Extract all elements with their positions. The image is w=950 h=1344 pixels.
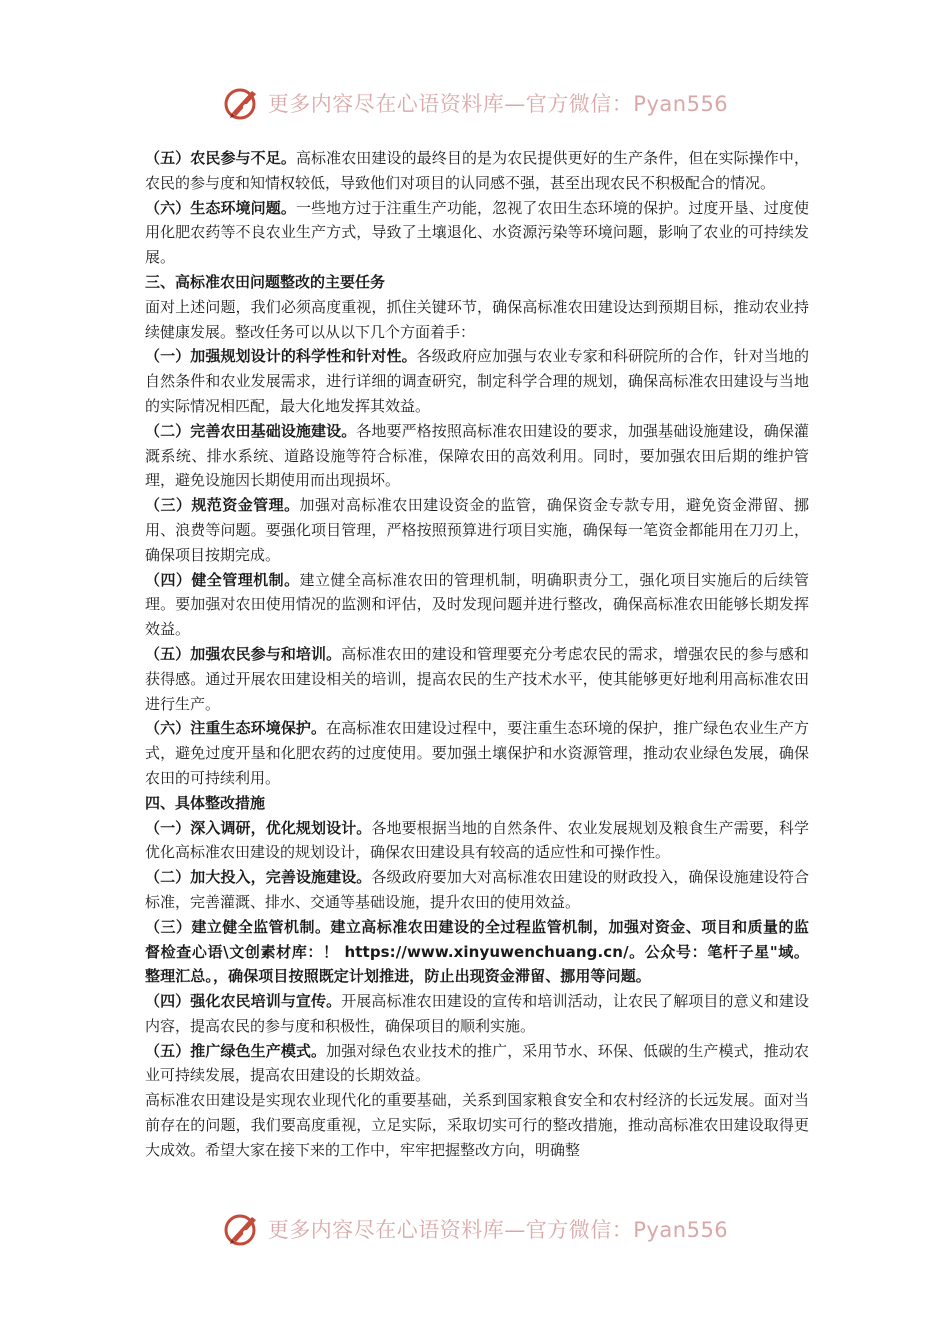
pen-logo-icon <box>222 1209 262 1249</box>
paragraph-text: 在高标准农田建设过程中，要注重生态环境的保护，推广绿色农业生产方式，避免过度开垦和化肥农药的过度使用。要加强土壤保护和水资源管理，推动农业绿色发展，确保农田的可持续利用。 <box>145 719 809 787</box>
paragraph <box>145 989 809 1039</box>
watermark-text: 更多内容尽在心语资料库—官方微信：Pyan556 <box>267 92 729 116</box>
pen-logo-icon <box>222 83 262 123</box>
paragraph-label: （五）加强农民参与和培训。 <box>145 644 342 663</box>
paragraph <box>145 816 809 866</box>
paragraph-label: （四）强化农民培训与宣传。 <box>145 992 342 1011</box>
paragraph <box>145 295 809 345</box>
paragraph-text: 各地要根据当地的自然条件、农业发展规划及粮食生产需要，科学优化高标准农田建设的规划设计，确保农田建设具有较高的适应性和可操作性。 <box>145 818 809 862</box>
paragraph-label: （六）注重生态环境保护。 <box>145 719 327 738</box>
paragraph-text: 建立健全高标准农田的管理机制，明确职责分工，强化项目实施后的后续管理。要加强对农田使用情况的监测和评估，及时发现问题并进行整改，确保高标准农田能够长期发挥效益。 <box>145 570 809 639</box>
paragraph-text: 开展高标准农田建设的宣传和培训活动，让农民了解项目的意义和建设内容，提高农民的参与度和积极性，确保项目的顺利实施。 <box>145 992 809 1035</box>
paragraph-text: 加强对高标准农田建设资金的监管，确保资金专款专用，避免资金滞留、挪用、浪费等问题。要强化项目管理，严格按照预算进行项目实施，确保每一笔资金都能用在刀刃上，确保项目按期完成。 <box>145 496 809 564</box>
paragraph <box>145 344 809 418</box>
paragraph <box>145 642 809 716</box>
paragraph-label: （二）完善农田基础设施建设。 <box>145 421 357 440</box>
paragraph-text: 一些地方过于注重生产功能，忽视了农田生态环境的保护。过度开垦、过度使用化肥农药等不良农业生产方式，导致了土壤退化、水资源污染等环境问题，影响了农业的可持续发展。 <box>145 198 809 267</box>
watermark-text: 更多内容尽在心语资料库—官方微信：Pyan556 <box>267 1218 729 1242</box>
paragraph-label: （一）加强规划设计的科学性和针对性。 <box>145 347 417 366</box>
paragraph <box>145 419 809 493</box>
paragraph-label: （四）健全管理机制。 <box>145 570 300 589</box>
paragraph-bold: （三）建立健全监管机制。建立高标准农田建设的全过程监管机制，加强对资金、项目和质量的监督检查心语\文创素材库：！ https://www.xinyuwenchuang.cn/。公众号：笔杆子星"域。整理汇总。，确保项目按照既定计划推进，防止出现资金滞留、挪用等问题。 <box>145 917 809 986</box>
section-heading: 四、具体整改措施 <box>145 793 266 812</box>
paragraph-text: 面对上述问题，我们必须高度重视，抓住关键环节，确保高标准农田建设达到预期目标，推动农业持续健康发展。整改任务可以从以下几个方面着手： <box>145 297 809 341</box>
paragraph <box>145 1039 809 1089</box>
section-heading: 三、高标准农田问题整改的主要任务 <box>145 272 386 291</box>
paragraph-label: （五）推广绿色生产模式。 <box>145 1041 327 1060</box>
paragraph <box>145 865 809 915</box>
paragraph <box>145 1088 809 1162</box>
paragraph <box>145 146 809 196</box>
paragraph-text: 高标准农田建设的最终目的是为农民提供更好的生产条件，但在实际操作中，农民的参与度和知情权较低，导致他们对项目的认同感不强，甚至出现农民不积极配合的情况。 <box>145 149 809 192</box>
paragraph-text: 高标准农田建设是实现农业现代化的重要基础，关系到国家粮食安全和农村经济的长远发展。面对当前存在的问题，我们要高度重视，立足实际，采取切实可行的整改措施，推动高标准农田建设取得更大成效。希望大家在接下来的工作中，牢牢把握整改方向，明确整 <box>145 1091 809 1159</box>
paragraph-text: 加强对绿色农业技术的推广，采用节水、环保、低碳的生产模式，推动农业可持续发展，提高农田建设的长期效益。 <box>145 1041 809 1085</box>
paragraph-label: （二）加大投入，完善设施建设。 <box>145 868 372 887</box>
paragraph <box>145 716 809 790</box>
paragraph <box>145 568 809 642</box>
paragraph-label: （一）深入调研，优化规划设计。 <box>145 818 372 837</box>
paragraph-text: 各级政府应加强与农业专家和科研院所的合作，针对当地的自然条件和农业发展需求，进行详细的调查研究，制定科学合理的规划，确保高标准农田建设与当地的实际情况相匹配，最大化地发挥其效益。 <box>145 347 809 415</box>
document-body <box>145 146 809 1163</box>
watermark-header <box>0 80 950 126</box>
watermark-footer <box>0 1206 950 1252</box>
paragraph-text: 高标准农田的建设和管理要充分考虑农民的需求，增强农民的参与感和获得感。通过开展农田建设相关的培训，提高农民的生产技术水平，使其能够更好地利用高标准农田进行生产。 <box>145 644 809 713</box>
paragraph-label: （五）农民参与不足。 <box>145 149 296 167</box>
paragraph-text: 各地要严格按照高标准农田建设的要求，加强基础设施建设，确保灌溉系统、排水系统、道路设施等符合标准，保障农田的高效利用。同时，要加强农田后期的维护管理，避免设施因长期使用而出现损坏。 <box>145 421 809 490</box>
paragraph-label: （三）规范资金管理。 <box>145 496 300 515</box>
paragraph <box>145 493 809 567</box>
paragraph <box>145 196 809 270</box>
paragraph-text: 各级政府要加大对高标准农田建设的财政投入，确保设施建设符合标准，完善灌溉、排水、交通等基础设施，提升农田的使用效益。 <box>145 868 809 911</box>
watermark-inner <box>222 1209 728 1249</box>
paragraph-label: （六）生态环境问题。 <box>145 198 296 217</box>
watermark-inner <box>222 83 728 123</box>
